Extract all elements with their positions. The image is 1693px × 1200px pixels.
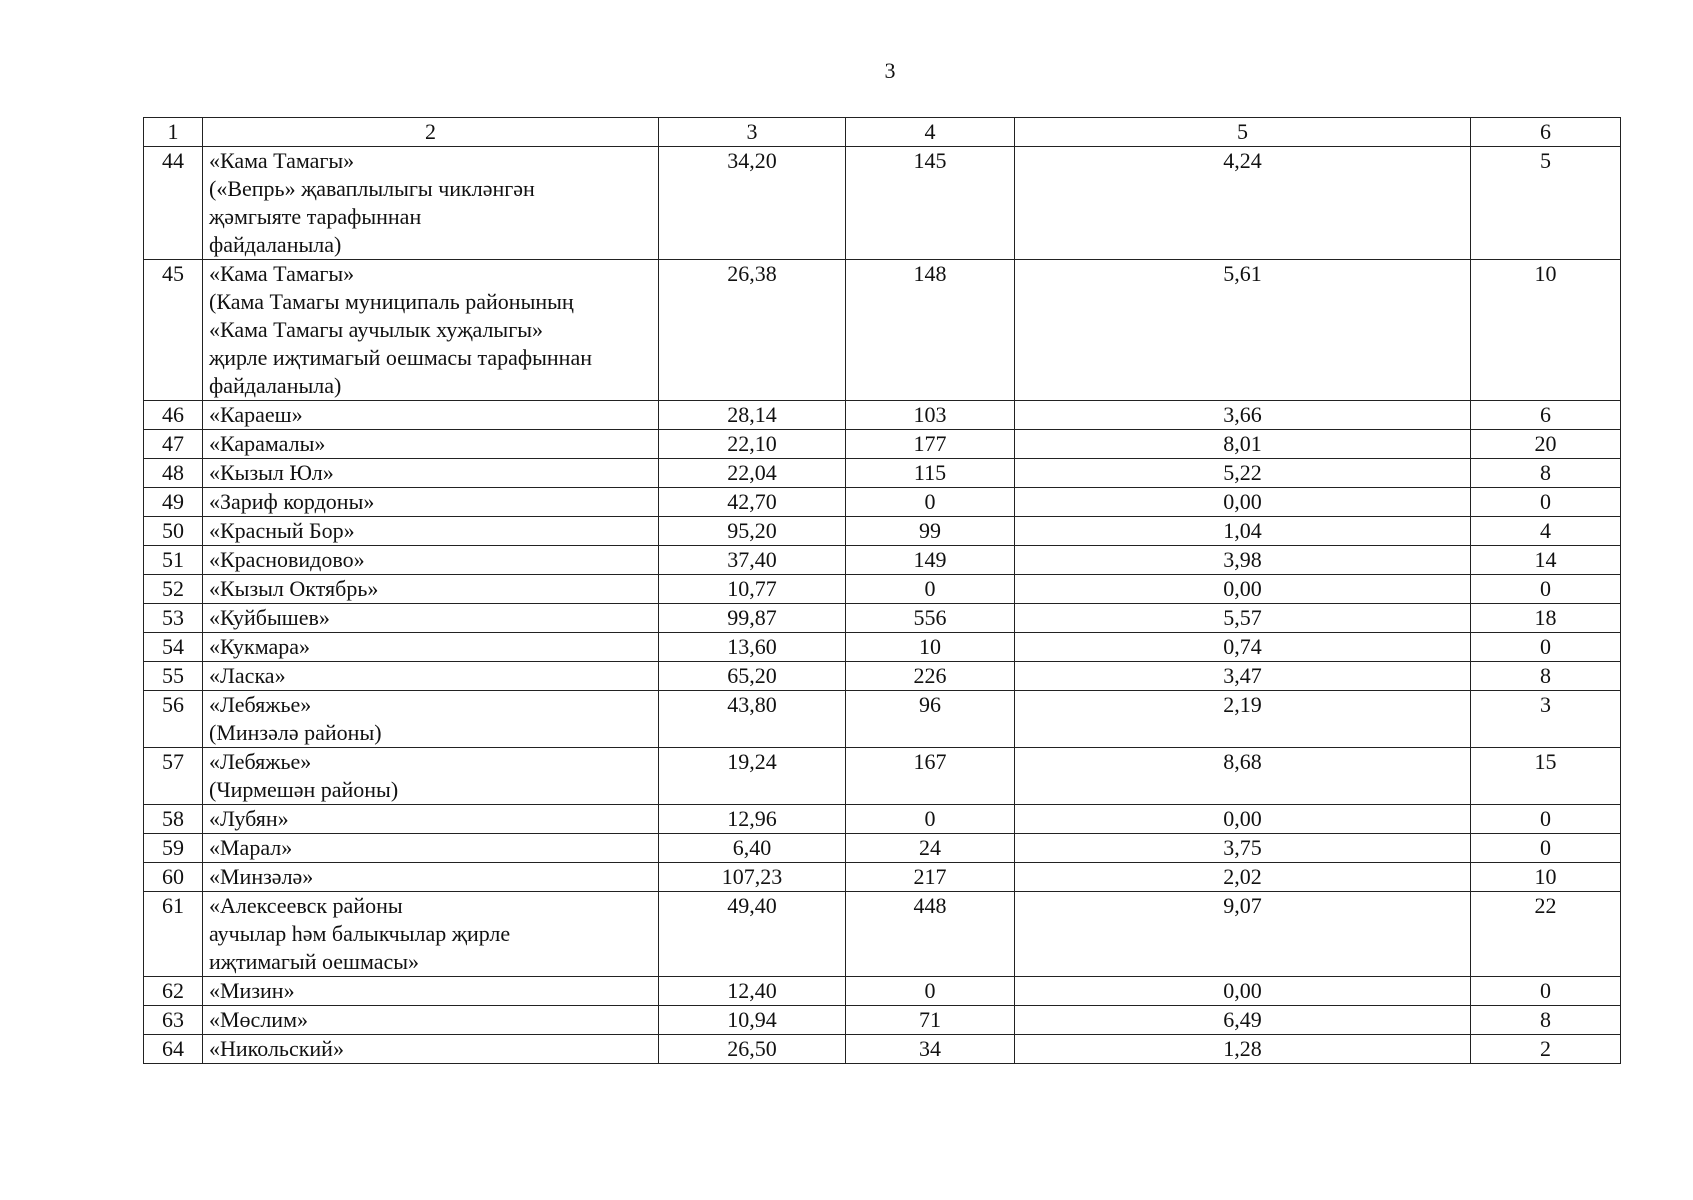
column-6-value: 8 (1471, 1006, 1621, 1035)
table-row (144, 401, 1621, 430)
column-5-value: 2,19 (1015, 691, 1471, 748)
column-3-value: 13,60 (659, 633, 846, 662)
column-6-value: 18 (1471, 604, 1621, 633)
row-number: 46 (144, 401, 203, 430)
table-row (144, 488, 1621, 517)
row-number: 54 (144, 633, 203, 662)
column-4-value: 0 (846, 488, 1015, 517)
name-line: «Кама Тамагы» (209, 148, 355, 173)
hunting-ground-name (203, 517, 659, 546)
name-line: «Мөслим» (209, 1007, 308, 1032)
name-line: «Лубян» (209, 806, 289, 831)
column-3-value: 22,04 (659, 459, 846, 488)
column-6-value: 14 (1471, 546, 1621, 575)
table-row (144, 691, 1621, 748)
column-4-value: 148 (846, 260, 1015, 401)
column-6-value: 6 (1471, 401, 1621, 430)
hunting-ground-name (203, 260, 659, 401)
hunting-ground-name (203, 863, 659, 892)
name-line: «Кызыл Октябрь» (209, 576, 379, 601)
column-4-value: 226 (846, 662, 1015, 691)
column-4-value: 103 (846, 401, 1015, 430)
column-4-value: 0 (846, 575, 1015, 604)
column-3-value: 26,38 (659, 260, 846, 401)
column-5-value: 0,00 (1015, 575, 1471, 604)
table-row (144, 892, 1621, 977)
table-row (144, 662, 1621, 691)
table-header-row (144, 118, 1621, 147)
name-line: («Вепрь» җаваплылыгы чикләнгән (209, 176, 535, 201)
column-header-1: 1 (144, 118, 203, 147)
table-row (144, 260, 1621, 401)
hunting-ground-name (203, 488, 659, 517)
column-5-value: 0,00 (1015, 805, 1471, 834)
column-6-value: 8 (1471, 662, 1621, 691)
column-3-value: 43,80 (659, 691, 846, 748)
column-4-value: 0 (846, 805, 1015, 834)
name-line: «Марал» (209, 835, 293, 860)
name-line: «Минзәлә» (209, 864, 314, 889)
name-line: «Красный Бор» (209, 518, 355, 543)
data-table (143, 117, 1621, 1064)
hunting-ground-name (203, 1006, 659, 1035)
table-row (144, 633, 1621, 662)
hunting-ground-name (203, 892, 659, 977)
column-4-value: 145 (846, 147, 1015, 260)
name-line: (Кама Тамагы муниципаль районының (209, 289, 574, 314)
row-number: 59 (144, 834, 203, 863)
hunting-ground-name (203, 401, 659, 430)
hunting-ground-name (203, 546, 659, 575)
name-line: иҗтимагый оешмасы» (209, 949, 420, 974)
hunting-ground-name (203, 834, 659, 863)
column-3-value: 65,20 (659, 662, 846, 691)
column-5-value: 4,24 (1015, 147, 1471, 260)
column-4-value: 448 (846, 892, 1015, 977)
name-line: «Караеш» (209, 402, 303, 427)
hunting-ground-name (203, 633, 659, 662)
name-line: файдаланыла) (209, 232, 342, 257)
column-5-value: 6,49 (1015, 1006, 1471, 1035)
row-number: 62 (144, 977, 203, 1006)
column-header-3: 3 (659, 118, 846, 147)
name-line: «Кама Тамагы аучылык хуҗалыгы» (209, 317, 544, 342)
table-body (144, 147, 1621, 1064)
column-3-value: 49,40 (659, 892, 846, 977)
name-line: «Алексеевск районы (209, 893, 403, 918)
row-number: 60 (144, 863, 203, 892)
column-4-value: 149 (846, 546, 1015, 575)
name-line: файдаланыла) (209, 373, 342, 398)
column-6-value: 0 (1471, 977, 1621, 1006)
table-row (144, 1006, 1621, 1035)
column-5-value: 3,75 (1015, 834, 1471, 863)
row-number: 52 (144, 575, 203, 604)
page-number: 3 (884, 58, 896, 83)
name-line: «Ласка» (209, 663, 286, 688)
column-6-value: 15 (1471, 748, 1621, 805)
name-line: «Лебяжье» (209, 692, 312, 717)
column-4-value: 96 (846, 691, 1015, 748)
hunting-ground-name (203, 748, 659, 805)
table-row (144, 604, 1621, 633)
row-number: 63 (144, 1006, 203, 1035)
name-line: «Карамалы» (209, 431, 326, 456)
column-5-value: 0,00 (1015, 977, 1471, 1006)
column-4-value: 71 (846, 1006, 1015, 1035)
column-5-value: 1,28 (1015, 1035, 1471, 1064)
row-number: 57 (144, 748, 203, 805)
name-line: «Кукмара» (209, 634, 311, 659)
column-5-value: 9,07 (1015, 892, 1471, 977)
column-4-value: 167 (846, 748, 1015, 805)
column-6-value: 20 (1471, 430, 1621, 459)
column-4-value: 556 (846, 604, 1015, 633)
column-3-value: 37,40 (659, 546, 846, 575)
column-3-value: 22,10 (659, 430, 846, 459)
column-3-value: 107,23 (659, 863, 846, 892)
column-6-value: 0 (1471, 834, 1621, 863)
column-5-value: 5,57 (1015, 604, 1471, 633)
column-3-value: 95,20 (659, 517, 846, 546)
column-header-5: 5 (1015, 118, 1471, 147)
name-line: «Лебяжье» (209, 749, 312, 774)
column-6-value: 0 (1471, 805, 1621, 834)
column-5-value: 5,22 (1015, 459, 1471, 488)
column-3-value: 19,24 (659, 748, 846, 805)
row-number: 58 (144, 805, 203, 834)
column-5-value: 3,47 (1015, 662, 1471, 691)
column-6-value: 3 (1471, 691, 1621, 748)
name-line: «Кызыл Юл» (209, 460, 334, 485)
column-header-2: 2 (203, 118, 659, 147)
column-5-value: 2,02 (1015, 863, 1471, 892)
column-6-value: 10 (1471, 863, 1621, 892)
row-number: 55 (144, 662, 203, 691)
hunting-ground-name (203, 147, 659, 260)
name-line: җәмгыяте тарафыннан (209, 204, 422, 229)
table-row (144, 517, 1621, 546)
column-5-value: 3,66 (1015, 401, 1471, 430)
column-3-value: 12,40 (659, 977, 846, 1006)
row-number: 50 (144, 517, 203, 546)
row-number: 51 (144, 546, 203, 575)
column-3-value: 6,40 (659, 834, 846, 863)
column-6-value: 5 (1471, 147, 1621, 260)
column-3-value: 34,20 (659, 147, 846, 260)
column-6-value: 10 (1471, 260, 1621, 401)
name-line: «Мизин» (209, 978, 295, 1003)
name-line: (Чирмешән районы) (209, 777, 399, 802)
column-6-value: 2 (1471, 1035, 1621, 1064)
column-6-value: 0 (1471, 488, 1621, 517)
row-number: 44 (144, 147, 203, 260)
row-number: 64 (144, 1035, 203, 1064)
hunting-ground-name (203, 604, 659, 633)
column-5-value: 1,04 (1015, 517, 1471, 546)
column-3-value: 42,70 (659, 488, 846, 517)
name-line: аучылар һәм балыкчылар җирле (209, 921, 511, 946)
column-5-value: 3,98 (1015, 546, 1471, 575)
column-3-value: 10,94 (659, 1006, 846, 1035)
table-row (144, 459, 1621, 488)
hunting-ground-name (203, 691, 659, 748)
column-3-value: 12,96 (659, 805, 846, 834)
name-line: «Кама Тамагы» (209, 261, 355, 286)
hunting-ground-name (203, 459, 659, 488)
table-row (144, 748, 1621, 805)
name-line: (Минзәлә районы) (209, 720, 382, 745)
hunting-ground-name (203, 1035, 659, 1064)
column-header-6: 6 (1471, 118, 1621, 147)
hunting-ground-name (203, 430, 659, 459)
column-4-value: 217 (846, 863, 1015, 892)
column-5-value: 5,61 (1015, 260, 1471, 401)
hunting-ground-name (203, 575, 659, 604)
column-3-value: 28,14 (659, 401, 846, 430)
table-row (144, 805, 1621, 834)
row-number: 49 (144, 488, 203, 517)
row-number: 47 (144, 430, 203, 459)
table-row (144, 147, 1621, 260)
row-number: 61 (144, 892, 203, 977)
row-number: 45 (144, 260, 203, 401)
table-row (144, 977, 1621, 1006)
table-row (144, 575, 1621, 604)
column-header-4: 4 (846, 118, 1015, 147)
name-line: «Никольский» (209, 1036, 344, 1061)
column-5-value: 0,00 (1015, 488, 1471, 517)
table-row (144, 834, 1621, 863)
column-3-value: 99,87 (659, 604, 846, 633)
column-4-value: 0 (846, 977, 1015, 1006)
name-line: «Красновидово» (209, 547, 365, 572)
column-4-value: 10 (846, 633, 1015, 662)
table-row (144, 430, 1621, 459)
column-5-value: 8,68 (1015, 748, 1471, 805)
column-4-value: 177 (846, 430, 1015, 459)
column-6-value: 0 (1471, 575, 1621, 604)
column-6-value: 22 (1471, 892, 1621, 977)
row-number: 56 (144, 691, 203, 748)
name-line: «Куйбышев» (209, 605, 330, 630)
column-4-value: 24 (846, 834, 1015, 863)
row-number: 48 (144, 459, 203, 488)
column-3-value: 26,50 (659, 1035, 846, 1064)
column-3-value: 10,77 (659, 575, 846, 604)
column-4-value: 34 (846, 1035, 1015, 1064)
row-number: 53 (144, 604, 203, 633)
column-6-value: 4 (1471, 517, 1621, 546)
table-row (144, 1035, 1621, 1064)
hunting-ground-name (203, 805, 659, 834)
hunting-ground-name (203, 977, 659, 1006)
table-row (144, 546, 1621, 575)
name-line: «Зариф кордоны» (209, 489, 375, 514)
column-6-value: 8 (1471, 459, 1621, 488)
column-6-value: 0 (1471, 633, 1621, 662)
column-5-value: 0,74 (1015, 633, 1471, 662)
table-row (144, 863, 1621, 892)
column-4-value: 99 (846, 517, 1015, 546)
name-line: җирле иҗтимагый оешмасы тарафыннан (209, 345, 592, 370)
column-4-value: 115 (846, 459, 1015, 488)
hunting-ground-name (203, 662, 659, 691)
column-5-value: 8,01 (1015, 430, 1471, 459)
